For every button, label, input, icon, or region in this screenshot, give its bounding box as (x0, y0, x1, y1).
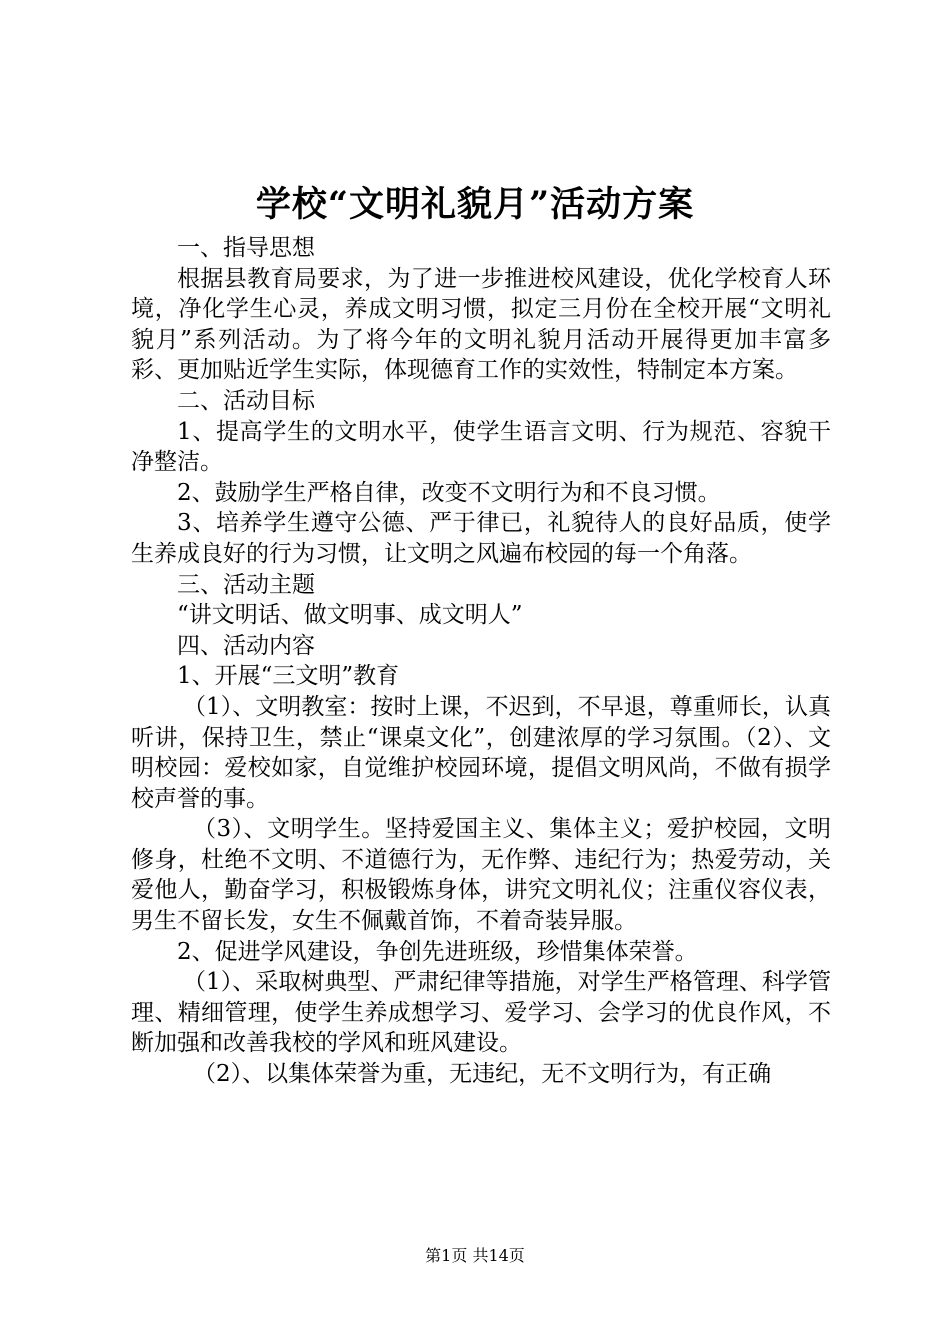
paragraph: （1）、采取树典型、严肃纪律等措施，对学生严格管理、科学管理、精细管理，使学生养成想学习、爱学习、会学习的优良作风，不断加强和改善我校的学风和班风建设。 (131, 969, 831, 1057)
section-heading: 二、活动目标 (177, 387, 315, 414)
paragraph: （2）、以集体荣誉为重，无违纪，无不文明行为，有正确 (193, 1061, 772, 1088)
paragraph: 根据县教育局要求，为了进一步推进校风建设，优化学校育人环境，净化学生心灵，养成文明习惯，拟定三月份在全校开展“文明礼貌月”系列活动。为了将今年的文明礼貌月活动开展得更加丰富多彩、更加贴近学生实际，体现德育工作的实效性，特制定本方案。 (131, 265, 831, 384)
section-heading: 一、指导思想 (177, 235, 315, 261)
list-item: 1、提高学生的文明水平，使学生语言文明、行为规范、容貌干净整洁。 (131, 418, 831, 476)
subsection-heading: 1、开展“三文明”教育 (177, 663, 400, 690)
document-body (131, 233, 831, 1090)
section-heading: 三、活动主题 (177, 571, 315, 598)
document-title: 学校“文明礼貌月”活动方案 (255, 184, 695, 225)
section-heading: 四、活动内容 (177, 632, 315, 659)
theme-slogan: “讲文明话、做文明事、成文明人” (177, 602, 523, 629)
subsection-heading: 2、促进学风建设，争创先进班级，珍惜集体荣誉。 (177, 938, 698, 965)
list-item: 2、鼓励学生严格自律，改变不文明行为和不良习惯。 (177, 479, 721, 506)
paragraph: （1）、文明教室：按时上课，不迟到，不早退，尊重师长，认真听讲，保持卫生，禁止“课桌文化”，创建浓厚的学习氛围。（2）、文明校园：爱校如家，自觉维护校园环境，提倡文明风尚，不做有损学校声誉的事。 (131, 693, 831, 812)
paragraph: （3）、文明学生。坚持爱国主义、集体主义；爱护校园，文明修身，杜绝不文明、不道德行为，无作弊、违纪行为；热爱劳动，关爱他人，勤奋学习，积极锻炼身体，讲究文明礼仪；注重仪容仪表，男生不留长发，女生不佩戴首饰，不着奇装异服。 (131, 816, 831, 935)
page-footer: 第1页 共14页 (425, 1246, 525, 1265)
list-item: 3、培养学生遵守公德、严于律已，礼貌待人的良好品质，使学生养成良好的行为习惯，让文明之风遍布校园的每一个角落。 (131, 510, 831, 567)
